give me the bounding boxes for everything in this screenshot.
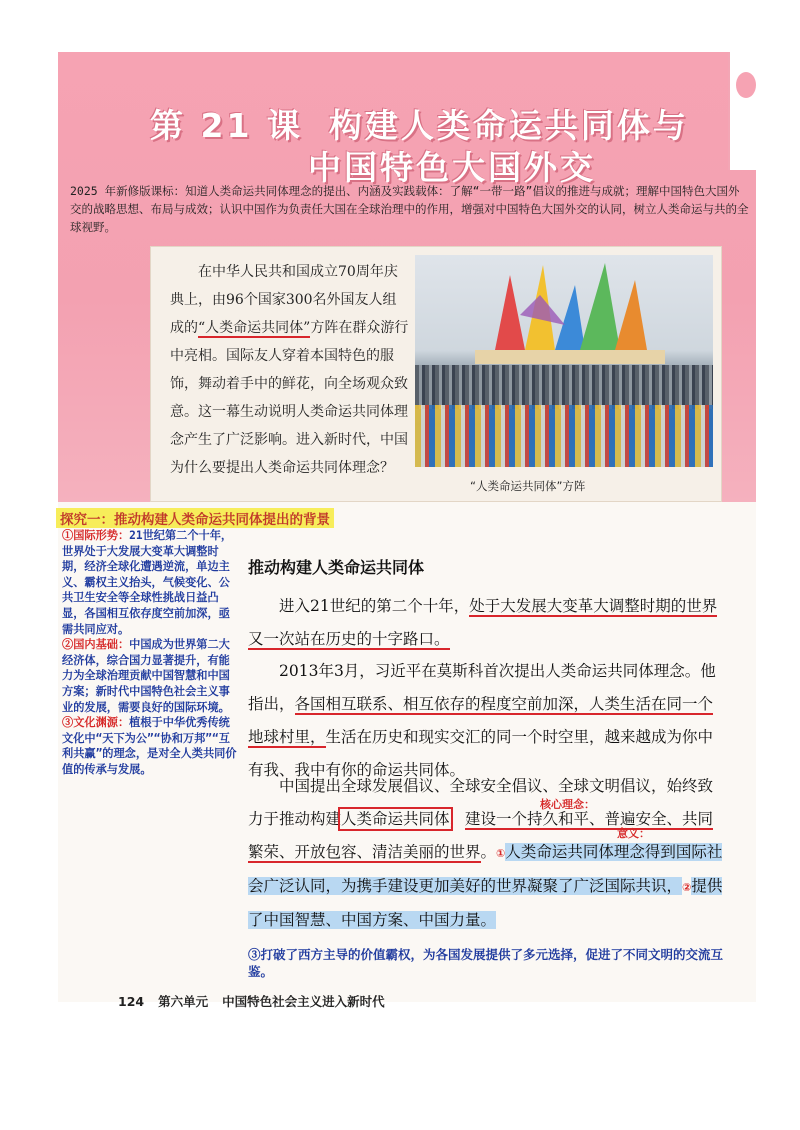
handwritten-notes	[62, 528, 240, 778]
p3-mark-1: ①	[496, 847, 506, 860]
p2-underlined-2: 人类生活在同一个地球村里，	[248, 695, 714, 746]
annotation-core-idea: 核心理念：	[540, 798, 595, 811]
note-1	[62, 528, 240, 637]
paragraph-3	[248, 770, 726, 937]
note-2-label: ②国内基础：	[62, 638, 130, 652]
p3-boxed-term: 人类命运共同体	[341, 810, 450, 828]
p3-period: 。	[480, 843, 497, 861]
curriculum-standard: 2025 年新修版课标：知道人类命运共同体理念的提出、内涵及实践载体：了解“一带一路”倡议的推进与成就；理解中国特色大国外交的战略思想、布局与成效；认识中国作为负责任大国在全球治理中的作用，增强对中国特色大国外交的认同，树立人类命运与共的全球视野。	[70, 184, 749, 234]
parade-photo	[415, 255, 713, 467]
section-heading: 推动构建人类命运共同体	[248, 558, 425, 577]
handwritten-extra-point: ③打破了西方主导的价值霸权，为各国发展提供了多元选择，促进了不同文明的交流互鉴。	[248, 947, 724, 979]
note-1-label: ①国际形势：	[62, 529, 130, 542]
lesson-title-line1	[150, 100, 689, 147]
tab-decoration	[736, 72, 756, 98]
parade-stand	[415, 365, 713, 409]
note-3	[62, 715, 240, 777]
paragraph-2	[248, 655, 726, 787]
p3-text-a: 中国提出全球发展倡议、全球安全倡议、全球文明倡议，始终致力于推动构建	[248, 777, 714, 828]
page-footer	[118, 992, 399, 1010]
p2-text-b: 生活在历史和现实交汇的同一个时空里，越来越成为你中有我、我中有你的命运共同体。	[248, 728, 714, 779]
p3-comma: ，	[449, 810, 466, 828]
explore-heading: 探究一：推动构建人类命运共同体提出的背景	[56, 508, 334, 528]
paragraph-1	[248, 590, 726, 656]
lesson-number: 第 21 课	[150, 106, 303, 145]
photo-caption: “人类命运共同体”方阵	[470, 479, 586, 493]
unit-label: 第六单元	[158, 994, 209, 1009]
p1-text: 进入21世纪的第二个十年，	[279, 597, 470, 615]
intro-text-b: 方阵在群众游行中亮相。国际友人穿着本国特色的服饰，舞动着手中的鲜花，向全场观众致意。这一幕生动说明人类命运共同体理念产生了广泛影响。进入新时代，中国为什么要提出人类命运共同体理念？	[170, 320, 409, 476]
annotation-meaning: 意义：	[617, 827, 650, 840]
parade-crowd	[415, 405, 713, 467]
p3-highlight-1: 人类命运共同体理念得到国际社会广泛认同，为携手建设更加美好的世界凝聚了广泛国际共识，	[248, 843, 723, 895]
note-3-text: 植根于中华优秀传统文化中“天下为公”“协和万邦”“互利共赢”的理念，是对全人类共同价值的传承与发展。	[62, 716, 237, 776]
note-2	[62, 637, 240, 715]
p3-underlined: 建设一个持久和平、普遍安全、共同繁荣、开放包容、清洁美丽的世界	[248, 810, 714, 861]
intro-text	[170, 258, 410, 482]
p2-text-a: 2013年3月，习近平在莫斯科首次提出人类命运共同体理念。他指出，	[248, 662, 716, 713]
lesson-title-line2: 中国特色大国外交	[308, 148, 596, 187]
note-1-text: 21世纪第二个十年，世界处于大发展大变革大调整时期，经济全球化遭遇逆流，单边主义、霸权主义抬头，气候变化、公共卫生安全等全球性挑战日益凸显，各国相互依存度空前加深，亟需共同应对。	[62, 529, 233, 636]
p2-underlined-1: 各国相互联系、相互依存的程度空前加深，	[294, 695, 590, 713]
page-edge-tab	[728, 52, 758, 170]
note-2-text: 中国成为世界第二大经济体，综合国力显著提升，有能力为全球治理贡献中国智慧和中国方案；新时代中国特色社会主义事业的发展，需要良好的国际环境。	[62, 638, 230, 714]
intro-highlight: “人类命运共同体”	[198, 320, 311, 336]
note-3-label: ③文化渊源：	[62, 716, 130, 730]
intro-text-a: 在中华人民共和国成立70周年庆典上，由96个国家300名外国友人组成的	[170, 264, 398, 336]
page-number: 124	[118, 994, 145, 1009]
title-text-1: 构建人类命运共同体与	[328, 106, 689, 145]
unit-title: 中国特色社会主义进入新时代	[222, 994, 385, 1009]
p1-underlined: 处于大发展大变革大调整时期的世界又一次站在历史的十字路口。	[248, 597, 718, 648]
p3-mark-2: ②	[682, 881, 692, 894]
p3-highlight-2: 提供了中国智慧、中国方案、中国力量。	[248, 877, 723, 929]
